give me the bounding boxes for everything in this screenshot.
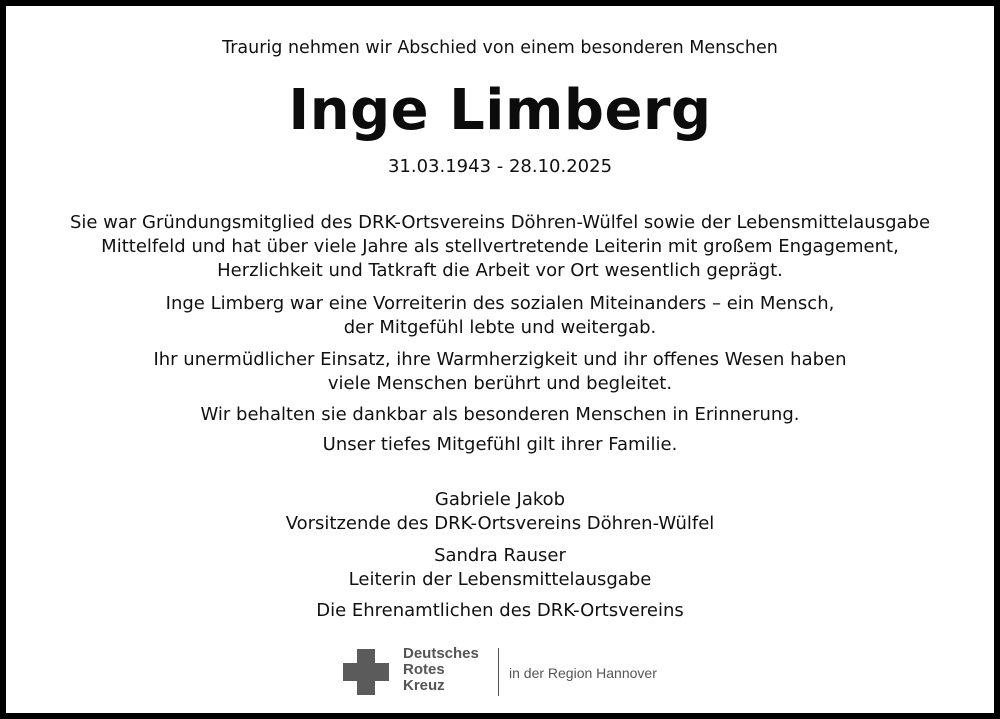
paragraph-line: Inge Limberg war eine Vorreiterin des sozialen Miteinanders – ein Mensch,	[165, 293, 835, 314]
logo-divider	[498, 648, 499, 696]
signatory-role: Leiterin der Lebensmittelausgabe	[348, 569, 652, 590]
logo-region: in der Region Hannover	[509, 665, 657, 681]
intro-text: Traurig nehmen wir Abschied von einem besonderen Menschen	[222, 38, 778, 58]
tribute-paragraph-2	[6, 292, 994, 340]
signatory-1	[6, 488, 994, 536]
tribute-paragraph-4	[6, 403, 994, 427]
signatory-3	[6, 599, 994, 623]
signatory-name: Gabriele Jakob	[434, 489, 566, 510]
paragraph-line: Ihr unermüdlicher Einsatz, ihre Warmherzigkeit und ihr offenes Wesen haben	[153, 349, 847, 370]
paragraph-line: der Mitgefühl lebte und weitergab.	[343, 317, 657, 338]
signatory-group: Die Ehrenamtlichen des DRK-Ortsvereins	[316, 600, 684, 621]
life-dates: 31.03.1943 - 28.10.2025	[387, 156, 613, 177]
signatory-2	[6, 544, 994, 592]
paragraph-line: Sie war Gründungsmitglied des DRK-Ortsvereins Döhren-Wülfel sowie der Lebensmittelausgabe	[69, 212, 931, 233]
tribute-paragraph-3	[6, 348, 994, 396]
paragraph-line: Wir behalten sie dankbar als besonderen Menschen in Erinnerung.	[200, 404, 800, 425]
logo-word: Deutsches	[403, 645, 479, 662]
logo-wordmark	[403, 646, 479, 694]
tribute-paragraph-5	[6, 433, 994, 457]
paragraph-line: Unser tiefes Mitgefühl gilt ihrer Familie.	[322, 434, 678, 455]
deceased-name: Inge Limberg	[288, 78, 712, 143]
obituary-card	[6, 6, 994, 713]
red-cross-icon	[343, 649, 389, 695]
logo-word: Rotes	[403, 661, 445, 678]
paragraph-line: Herzlichkeit und Tatkraft die Arbeit vor Ort wesentlich geprägt.	[217, 260, 783, 281]
signatory-role: Vorsitzende des DRK-Ortsvereins Döhren-Wülfel	[285, 513, 715, 534]
tribute-paragraph-1	[6, 211, 994, 283]
logo-word: Kreuz	[403, 677, 445, 694]
paragraph-line: Mittelfeld und hat über viele Jahre als stellvertretende Leiterin mit großem Engagement,	[101, 236, 899, 257]
paragraph-line: viele Menschen berührt und begleitet.	[327, 373, 673, 394]
signatory-name: Sandra Rauser	[434, 545, 566, 566]
drk-logo	[343, 642, 673, 698]
